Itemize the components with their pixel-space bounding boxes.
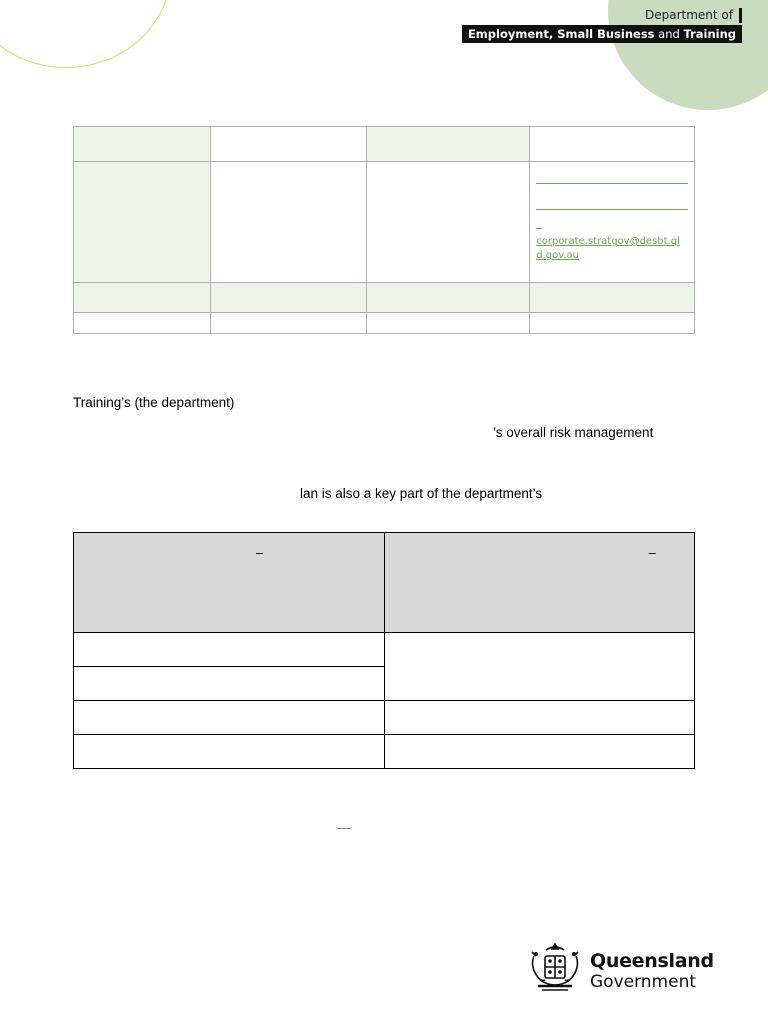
department-prefix: Department of [645, 8, 742, 23]
table-cell [530, 283, 695, 313]
table-row [74, 735, 695, 769]
table-cell [210, 162, 366, 283]
table-cell [74, 667, 385, 701]
body-paragraph-line: Training’s (the department) [73, 395, 235, 410]
table-row [74, 283, 695, 313]
table-cell [74, 735, 385, 769]
table-cell [74, 127, 211, 162]
header-dash: – [648, 545, 656, 560]
decorative-ring [0, 0, 172, 68]
table-cell [384, 633, 695, 701]
department-name-end: Training [683, 27, 736, 41]
table-cell [384, 735, 695, 769]
table-cell [210, 127, 366, 162]
coat-of-arms-icon [526, 940, 584, 998]
table-header-cell [74, 533, 385, 633]
table-cell [74, 313, 211, 334]
table-cell [366, 127, 530, 162]
table-row [74, 633, 695, 667]
table-cell [210, 283, 366, 313]
table-cell [74, 633, 385, 667]
table-cell [74, 162, 211, 283]
logo-text-government: Government [590, 972, 697, 992]
table-cell [210, 313, 366, 334]
table-cell [366, 162, 530, 283]
contact-link[interactable] [536, 196, 688, 210]
hyperlink-underline[interactable] [337, 818, 351, 829]
table-cell [74, 701, 385, 735]
department-header [462, 6, 742, 43]
contact-cell [530, 162, 695, 283]
document-info-table [73, 126, 695, 334]
table-cell [366, 283, 530, 313]
header-dash: – [256, 545, 264, 560]
table-cell [74, 283, 211, 313]
body-paragraph-line: ’s overall risk management [493, 425, 654, 440]
table-row [74, 127, 695, 162]
table-header-row [74, 533, 695, 633]
department-name-joiner: and [654, 27, 684, 41]
table-row [74, 701, 695, 735]
contact-link[interactable] [536, 170, 688, 184]
table-row [74, 313, 695, 334]
table-cell [366, 313, 530, 334]
logo-text-queensland: Queensland [590, 950, 714, 972]
table-cell [384, 701, 695, 735]
department-name [462, 25, 742, 43]
summary-table [73, 532, 695, 769]
department-name-main: Employment, Small Business [467, 27, 655, 41]
table-header-cell [384, 533, 695, 633]
table-row [74, 162, 695, 283]
queensland-government-logo [526, 940, 714, 998]
contact-link[interactable] [536, 222, 542, 229]
body-paragraph-line: lan is also a key part of the department’s [300, 486, 543, 501]
table-cell [530, 313, 695, 334]
contact-email-link[interactable]: corporate.stratgov@desbt.qld.gov.au [536, 236, 680, 261]
table-cell [530, 127, 695, 162]
